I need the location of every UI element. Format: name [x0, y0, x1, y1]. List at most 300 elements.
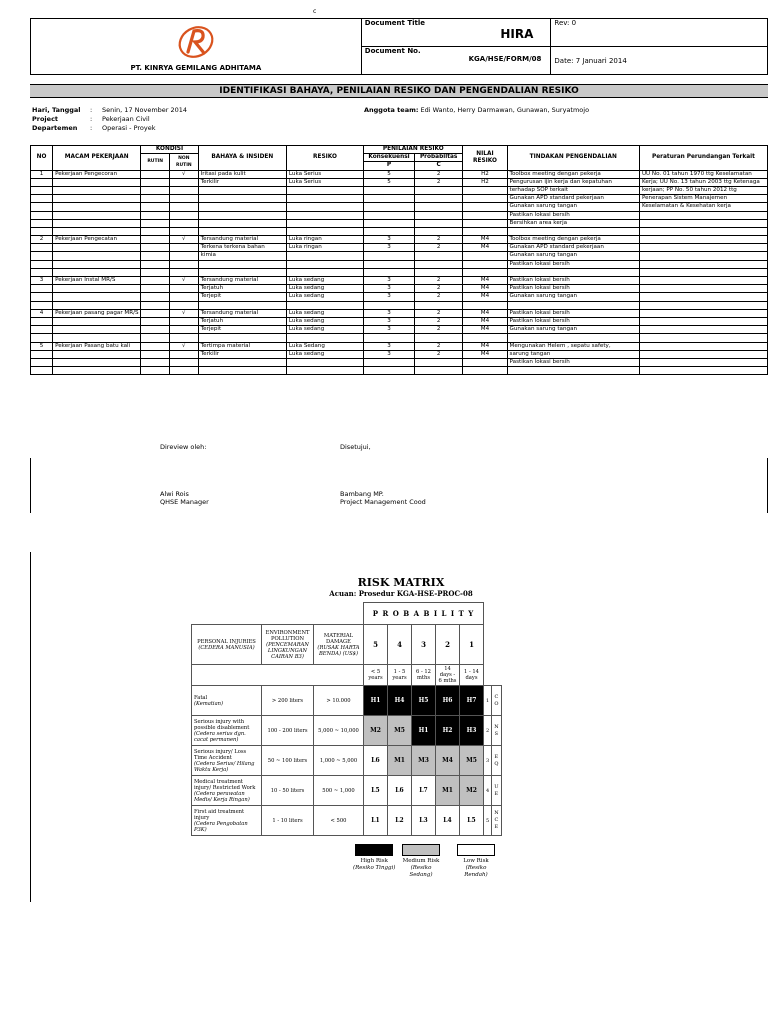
col-non-rutin: NON RUTIN: [169, 154, 198, 170]
cell-no: [31, 178, 53, 186]
cell-bahaya: [198, 260, 286, 268]
cell-peraturan: [639, 293, 767, 301]
cell-resiko: [286, 268, 363, 276]
cell-rutin: [141, 350, 170, 358]
cell-peraturan: [639, 219, 767, 227]
cell-peraturan: [639, 367, 767, 375]
cell-no: [31, 301, 53, 309]
cell-resiko: Luka ringan: [286, 244, 363, 252]
cell-probabilitas: [414, 219, 463, 227]
cell-peraturan: Keselamatan & Kesehatan kerja: [639, 203, 767, 211]
cell-tindakan: sarung tangan: [507, 350, 639, 358]
cell-bahaya: Terjatuh: [198, 285, 286, 293]
injury-sub: (Cedera perawatan Medis/ Kerja Ringan): [194, 790, 250, 803]
cell-resiko: [286, 334, 363, 342]
hira-form: [30, 18, 768, 513]
cell-macam: [53, 358, 141, 366]
cell-probabilitas: 2: [414, 293, 463, 301]
col-konsekuensi: Konsekuensi: [364, 154, 415, 162]
dept-value: Operasi - Proyek: [102, 124, 156, 132]
document-header: [30, 18, 768, 75]
mat-cell: 500 ~ 1,000: [314, 776, 364, 806]
cell-bahaya: [198, 334, 286, 342]
cell-bahaya: Terjepit: [198, 293, 286, 301]
cell-nilai: M4: [463, 317, 507, 325]
cell-nilai: [463, 334, 507, 342]
risk-cell: H1: [364, 686, 388, 716]
cell-no: [31, 211, 53, 219]
personal-injuries-sub: (CEDERA MANUSIA): [198, 644, 255, 651]
approver-name: Bambang MP.: [340, 490, 384, 498]
cell-probabilitas: [414, 203, 463, 211]
company-logo-icon: [176, 25, 216, 59]
risk-matrix-row: [192, 686, 502, 716]
cell-rutin: [141, 301, 170, 309]
col-resiko: RESIKO: [286, 146, 363, 171]
cell-bahaya: kimia: [198, 252, 286, 260]
injury-label: Serious injury/ Loss Time Accident: [194, 748, 247, 761]
rev-cell: [551, 19, 768, 47]
revision: Rev: 0: [554, 19, 577, 27]
risk-matrix-subtitle: Acuan: Prosedur KGA-HSE-PROC-08: [329, 589, 473, 598]
cell-macam: Pekerjaan Pasang batu kali: [53, 342, 141, 350]
cell-peraturan: [639, 309, 767, 317]
table-row: [31, 285, 768, 293]
cell-resiko: [286, 186, 363, 194]
col-tindakan: TINDAKAN PENGENDALIAN: [507, 146, 639, 171]
cell-peraturan: kerjaan; PP No. 50 tahun 2012 ttg: [639, 186, 767, 194]
cell-non-rutin: [169, 186, 198, 194]
mat-cell: 1,000 ~ 5,000: [314, 746, 364, 776]
cell-resiko: Luka Serius: [286, 178, 363, 186]
cell-resiko: Luka sedang: [286, 277, 363, 285]
cell-konsekuensi: [364, 260, 415, 268]
cell-nilai: M4: [463, 293, 507, 301]
prob-value: 3: [412, 625, 436, 665]
cell-tindakan: [507, 227, 639, 235]
cell-rutin: [141, 252, 170, 260]
hira-table-body: [31, 170, 768, 375]
cell-bahaya: Terjepit: [198, 326, 286, 334]
cell-rutin: [141, 342, 170, 350]
cell-macam: [53, 195, 141, 203]
cell-resiko: [286, 358, 363, 366]
legend-swatch-low: [457, 844, 495, 856]
cell-peraturan: [639, 236, 767, 244]
cell-no: [31, 219, 53, 227]
cell-rutin: [141, 358, 170, 366]
cell-tindakan: Pastikan lokasi bersih: [507, 260, 639, 268]
cell-resiko: [286, 195, 363, 203]
cell-nilai: [463, 301, 507, 309]
cell-rutin: [141, 367, 170, 375]
team-value: Edi Wanto, Herry Darmawan, Gunawan, Suryatmojo: [420, 106, 590, 114]
risk-matrix-table: [191, 602, 502, 836]
cell-resiko: [286, 301, 363, 309]
cell-konsekuensi: 3: [364, 285, 415, 293]
cell-macam: Pekerjaan Instal MR/S: [53, 277, 141, 285]
meta-team: [364, 106, 589, 115]
legend-sub: (Resiko Rendah): [464, 865, 488, 878]
cell-bahaya: [198, 268, 286, 276]
cell-non-rutin: [169, 301, 198, 309]
cell-non-rutin: √: [169, 277, 198, 285]
risk-cell: L2: [388, 806, 412, 836]
cell-non-rutin: √: [169, 236, 198, 244]
cell-no: 2: [31, 236, 53, 244]
consequence-number: 3: [484, 746, 492, 776]
cell-rutin: [141, 317, 170, 325]
table-row: [31, 178, 768, 186]
cell-macam: [53, 260, 141, 268]
cell-non-rutin: [169, 358, 198, 366]
cell-tindakan: Pastikan lokasi bersih: [507, 358, 639, 366]
cell-no: [31, 195, 53, 203]
cell-konsekuensi: 3: [364, 236, 415, 244]
cell-resiko: Luka Sedang: [286, 342, 363, 350]
environment-label: ENVIRONMENT POLLUTION: [265, 629, 310, 642]
cell-konsekuensi: 3: [364, 293, 415, 301]
table-row: [31, 293, 768, 301]
cell-peraturan: [639, 342, 767, 350]
cell-macam: Pekerjaan pasang pagar MR/S: [53, 309, 141, 317]
cell-tindakan: Gunakan sarung tangan: [507, 293, 639, 301]
risk-cell: M5: [460, 746, 484, 776]
cell-konsekuensi: [364, 268, 415, 276]
hari-value: Senin, 17 November 2014: [102, 106, 188, 114]
cell-konsekuensi: [364, 367, 415, 375]
cell-no: [31, 268, 53, 276]
cell-macam: [53, 317, 141, 325]
cell-rutin: [141, 326, 170, 334]
cell-nilai: M4: [463, 350, 507, 358]
cell-tindakan: Pastikan lokasi bersih: [507, 285, 639, 293]
cell-resiko: Luka sedang: [286, 317, 363, 325]
cell-tindakan: Toolbox meeting dengan pekerja: [507, 236, 639, 244]
col-bahaya: BAHAYA & INSIDEN: [198, 146, 286, 171]
cell-peraturan: [639, 244, 767, 252]
table-row: [31, 227, 768, 235]
cell-nilai: [463, 186, 507, 194]
risk-cell: M5: [388, 716, 412, 746]
legend-label: High Risk: [360, 858, 388, 864]
legend-swatch-high: [355, 844, 393, 856]
reviewer-title: QHSE Manager: [160, 498, 209, 506]
table-row: [31, 350, 768, 358]
doc-title-cell: [361, 19, 551, 47]
cell-peraturan: [639, 285, 767, 293]
legend-sub: (Resiko Tinggi): [353, 865, 396, 871]
table-row: [31, 203, 768, 211]
cell-bahaya: Terkilir: [198, 178, 286, 186]
consequence-number: 1: [484, 686, 492, 716]
consequence-letter: C: [494, 693, 499, 700]
cell-nilai: [463, 203, 507, 211]
risk-cell: H5: [412, 686, 436, 716]
cell-rutin: [141, 227, 170, 235]
personal-injuries-header: [192, 625, 262, 665]
cell-tindakan: [507, 301, 639, 309]
col-probabilitas: Probabiltas: [414, 154, 463, 162]
document-date: Date: 7 Januari 2014: [554, 56, 627, 65]
table-row: [31, 326, 768, 334]
injury-label: Medical treatment injury/ Restricted Work: [194, 778, 256, 791]
cell-peraturan: [639, 334, 767, 342]
risk-matrix-row: [192, 746, 502, 776]
cell-peraturan: [639, 227, 767, 235]
table-row: [31, 317, 768, 325]
cell-non-rutin: [169, 326, 198, 334]
team-label: Anggota team:: [364, 106, 419, 114]
cell-nilai: [463, 227, 507, 235]
col-p: P: [364, 162, 415, 170]
cell-tindakan: Pengurusan ijin kerja dan kepatuhan: [507, 178, 639, 186]
cell-peraturan: [639, 317, 767, 325]
cell-resiko: [286, 211, 363, 219]
consequence-letter: O: [494, 700, 499, 707]
colon: :: [90, 115, 93, 123]
cell-bahaya: [198, 367, 286, 375]
risk-matrix-row: [192, 716, 502, 746]
risk-cell: M2: [364, 716, 388, 746]
cell-rutin: [141, 186, 170, 194]
cell-no: [31, 260, 53, 268]
risk-cell: L4: [436, 806, 460, 836]
prob-frequency: < 5 years: [364, 665, 388, 686]
col-nilai: NILAI RESIKO: [463, 146, 507, 171]
cell-peraturan: Penerapan Sistem Manajemen: [639, 195, 767, 203]
reviewer-block: [160, 490, 209, 506]
cell-tindakan: Gunakan sarung tangan: [507, 326, 639, 334]
cell-bahaya: Iritasi pada kulit: [198, 170, 286, 178]
cell-non-rutin: [169, 268, 198, 276]
cell-peraturan: [639, 268, 767, 276]
injury-label: Fatal: [194, 694, 208, 701]
prob-frequency: 1 - 5 years: [388, 665, 412, 686]
env-cell: 10 - 50 liters: [262, 776, 314, 806]
cell-rutin: [141, 219, 170, 227]
cell-non-rutin: [169, 178, 198, 186]
injury-sub: (Cedera Pengobatan P3K): [194, 820, 248, 833]
company-name: PT. KINRYA GEMILANG ADHITAMA: [130, 64, 262, 72]
cell-rutin: [141, 236, 170, 244]
risk-cell: H1: [412, 716, 436, 746]
cell-tindakan: Gunakan APD standard pekerjaan: [507, 195, 639, 203]
legend-high: [353, 844, 395, 872]
cell-rutin: [141, 285, 170, 293]
cell-non-rutin: √: [169, 342, 198, 350]
env-cell: 1 - 10 liters: [262, 806, 314, 836]
cell-nilai: M4: [463, 309, 507, 317]
cell-rutin: [141, 195, 170, 203]
risk-matrix-body: [192, 686, 502, 836]
cell-konsekuensi: [364, 301, 415, 309]
cell-probabilitas: [414, 195, 463, 203]
cell-macam: [53, 252, 141, 260]
cell-macam: Pekerjaan Pengecoran: [53, 170, 141, 178]
cell-no: [31, 285, 53, 293]
cell-probabilitas: 2: [414, 350, 463, 358]
consequence-letter: U: [494, 783, 499, 790]
cell-konsekuensi: 5: [364, 178, 415, 186]
cell-rutin: [141, 293, 170, 301]
hira-table: [30, 145, 768, 375]
cell-non-rutin: [169, 203, 198, 211]
meta-left: [32, 106, 187, 133]
cell-rutin: [141, 244, 170, 252]
cell-probabilitas: 2: [414, 309, 463, 317]
risk-cell: H7: [460, 686, 484, 716]
cell-tindakan: Pastikan lokasi bersih: [507, 309, 639, 317]
cell-konsekuensi: 3: [364, 317, 415, 325]
cell-nilai: M4: [463, 285, 507, 293]
injury-label: First aid treatment injury: [194, 808, 245, 821]
cell-no: [31, 227, 53, 235]
cell-non-rutin: [169, 195, 198, 203]
material-header: [314, 625, 364, 665]
risk-cell: L6: [388, 776, 412, 806]
table-row: [31, 301, 768, 309]
env-cell: > 200 liters: [262, 686, 314, 716]
date-cell: [551, 47, 768, 75]
prob-value: 5: [364, 625, 388, 665]
cell-konsekuensi: 3: [364, 342, 415, 350]
table-row: [31, 195, 768, 203]
cell-konsekuensi: [364, 211, 415, 219]
cell-rutin: [141, 178, 170, 186]
injury-cell: [192, 686, 262, 716]
table-row: [31, 186, 768, 194]
page-left-border: [30, 458, 31, 513]
reviewer-name: Alwi Rois: [160, 490, 189, 498]
cell-peraturan: [639, 301, 767, 309]
cell-rutin: [141, 334, 170, 342]
cell-no: [31, 317, 53, 325]
cell-probabilitas: [414, 260, 463, 268]
legend-sub: (Resiko Sedang): [409, 865, 433, 878]
cell-bahaya: [198, 219, 286, 227]
cell-peraturan: [639, 326, 767, 334]
environment-header: [262, 625, 314, 665]
cell-resiko: Luka sedang: [286, 293, 363, 301]
cell-non-rutin: [169, 219, 198, 227]
cell-probabilitas: 2: [414, 326, 463, 334]
risk-cell: L5: [460, 806, 484, 836]
cell-rutin: [141, 211, 170, 219]
prob-value: 4: [388, 625, 412, 665]
table-row: [31, 252, 768, 260]
cell-probabilitas: [414, 186, 463, 194]
cell-nilai: [463, 252, 507, 260]
risk-matrix-title: RISK MATRIX: [357, 576, 445, 589]
cell-rutin: [141, 268, 170, 276]
consequence-letter: C: [494, 817, 499, 823]
cell-konsekuensi: 3: [364, 244, 415, 252]
probability-header: P R O B A B I L I T Y: [364, 603, 484, 625]
risk-cell: H4: [388, 686, 412, 716]
table-row: [31, 170, 768, 178]
cell-probabilitas: 2: [414, 285, 463, 293]
table-row: [31, 211, 768, 219]
risk-cell: M3: [412, 746, 436, 776]
mat-cell: 5,000 ~ 10,000: [314, 716, 364, 746]
cell-no: 1: [31, 170, 53, 178]
cell-peraturan: UU No. 01 tahun 1970 ttg Keselamatan: [639, 170, 767, 178]
cell-non-rutin: [169, 367, 198, 375]
cell-probabilitas: [414, 211, 463, 219]
risk-cell: L6: [364, 746, 388, 776]
cell-no: [31, 334, 53, 342]
form-banner-title: IDENTIFIKASI BAHAYA, PENILAIAN RESIKO DAN PENGENDALIAN RESIKO: [30, 84, 768, 98]
cell-tindakan: terhadap SOP terkait: [507, 186, 639, 194]
cell-nilai: [463, 195, 507, 203]
cell-non-rutin: [169, 285, 198, 293]
consequence-letters: [492, 776, 501, 806]
cell-konsekuensi: 3: [364, 350, 415, 358]
cell-non-rutin: [169, 334, 198, 342]
cell-probabilitas: [414, 268, 463, 276]
environment-sub: (PENCEMARAN LINGKUNGAN CAIRAN B3): [266, 641, 309, 660]
doc-no-label: Document No.: [364, 47, 421, 55]
cell-no: [31, 244, 53, 252]
cell-macam: [53, 301, 141, 309]
risk-cell: M2: [460, 776, 484, 806]
cell-bahaya: Tersandung material: [198, 309, 286, 317]
cell-bahaya: [198, 358, 286, 366]
prob-frequency: 1 - 14 days: [460, 665, 484, 686]
cell-non-rutin: [169, 252, 198, 260]
personal-injuries-label: PERSONAL INJURIES: [197, 638, 256, 645]
consequence-letters: [492, 686, 501, 716]
dept-label: Departemen: [32, 124, 78, 132]
cell-bahaya: [198, 227, 286, 235]
cell-probabilitas: 2: [414, 317, 463, 325]
env-cell: 100 - 200 liters: [262, 716, 314, 746]
cell-macam: [53, 268, 141, 276]
project-value: Pekerjaan Civil: [102, 115, 150, 123]
cell-tindakan: Gunakan sarung tangan: [507, 203, 639, 211]
cell-peraturan: [639, 260, 767, 268]
col-macam: MACAM PEKERJAAN: [53, 146, 141, 171]
consequence-letter: E: [494, 824, 499, 830]
consequence-number: 2: [484, 716, 492, 746]
material-sub: (RUSAK HARTA BENDA) (US$): [317, 644, 360, 657]
cell-bahaya: Terjatuh: [198, 317, 286, 325]
cell-bahaya: [198, 301, 286, 309]
cell-non-rutin: [169, 260, 198, 268]
cell-nilai: M4: [463, 326, 507, 334]
cell-rutin: [141, 170, 170, 178]
cell-no: [31, 186, 53, 194]
col-penilaian: PENILAIAN RESIKO: [364, 146, 463, 154]
cell-bahaya: [198, 203, 286, 211]
cell-nilai: [463, 219, 507, 227]
injury-cell: [192, 776, 262, 806]
cell-probabilitas: [414, 301, 463, 309]
cell-tindakan: Gunakan sarung tangan: [507, 252, 639, 260]
table-row: [31, 334, 768, 342]
consequence-letter: N: [494, 723, 499, 730]
table-row: [31, 219, 768, 227]
approved-label: Disetujui,: [340, 443, 371, 451]
cell-peraturan: [639, 277, 767, 285]
approver-title: Project Management Cood: [340, 498, 426, 506]
injury-cell: [192, 716, 262, 746]
cell-no: [31, 293, 53, 301]
cell-nilai: [463, 211, 507, 219]
risk-cell: H6: [436, 686, 460, 716]
cell-resiko: Luka sedang: [286, 326, 363, 334]
